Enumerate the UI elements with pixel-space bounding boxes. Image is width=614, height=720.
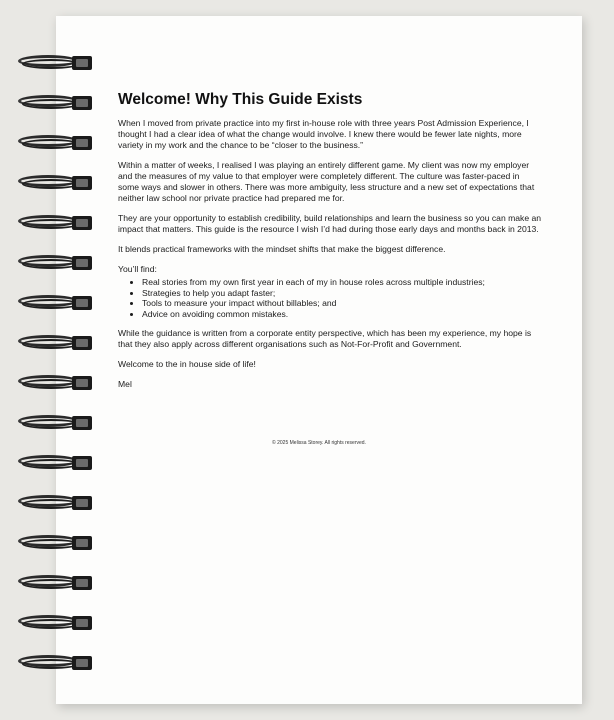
spiral-coil [18, 292, 98, 314]
notebook-page [56, 16, 582, 704]
spiral-coil [18, 92, 98, 114]
spiral-coil [18, 652, 98, 674]
list-item: • Real stories from my own first year in each of my in house roles across multiple industries; [142, 277, 542, 288]
paragraph-3: They are your opportunity to establish credibility, build relationships and learn the business so you can make an impact that matters. This guide is the resource I wish I’d had during those early days and months back in 2013. [118, 213, 542, 234]
signature: Mel [118, 379, 132, 389]
spiral-coil [18, 452, 98, 474]
bullet-list [118, 277, 542, 319]
paragraph-5: You’ll find: [118, 264, 157, 274]
spiral-coil [18, 612, 98, 634]
list-item: • Strategies to help you adapt faster; [142, 288, 542, 299]
paragraph-4: It blends practical frameworks with the mindset shifts that make the biggest difference. [118, 244, 446, 254]
paragraph-1: When I moved from private practice into my first in-house role with three years Post Admission Experience, I thought I had a clear idea of what the change would involve. I knew there would be fewer late nights, more variety in my work and the chance to be “closer to the business.” [118, 118, 529, 150]
list-item: • Advice on avoiding common mistakes. [142, 309, 542, 320]
spiral-coil [18, 412, 98, 434]
closing-paragraph: While the guidance is written from a corporate entity perspective, which has been my experience, my hope is that they also apply across different organisations such as Not-For-Profit and Government. [118, 328, 532, 349]
page-content [118, 91, 542, 399]
spiral-coil [18, 532, 98, 554]
spiral-coil [18, 332, 98, 354]
spiral-coil [18, 52, 98, 74]
page-title: Welcome! Why This Guide Exists [118, 91, 363, 108]
spiral-coil [18, 252, 98, 274]
list-item: • Tools to measure your impact without billables; and [142, 298, 542, 309]
spiral-binding [18, 52, 98, 682]
spiral-coil [18, 172, 98, 194]
paragraph-2: Within a matter of weeks, I realised I was playing an entirely different game. My client was now my employer and the measures of my value to that employer were completely different. The culture was faster-paced in some ways and slower in others. There was more ambiguity, less structure and a new set of expectations that neither law school nor private practice had prepared me for. [118, 160, 535, 203]
spiral-coil [18, 212, 98, 234]
spiral-coil [18, 372, 98, 394]
closing-line: Welcome to the in house side of life! [118, 359, 256, 369]
spiral-coil [18, 572, 98, 594]
spiral-coil [18, 132, 98, 154]
spiral-coil [18, 492, 98, 514]
copyright-notice: © 2025 Melissa Storey. All rights reserved. [272, 440, 366, 446]
